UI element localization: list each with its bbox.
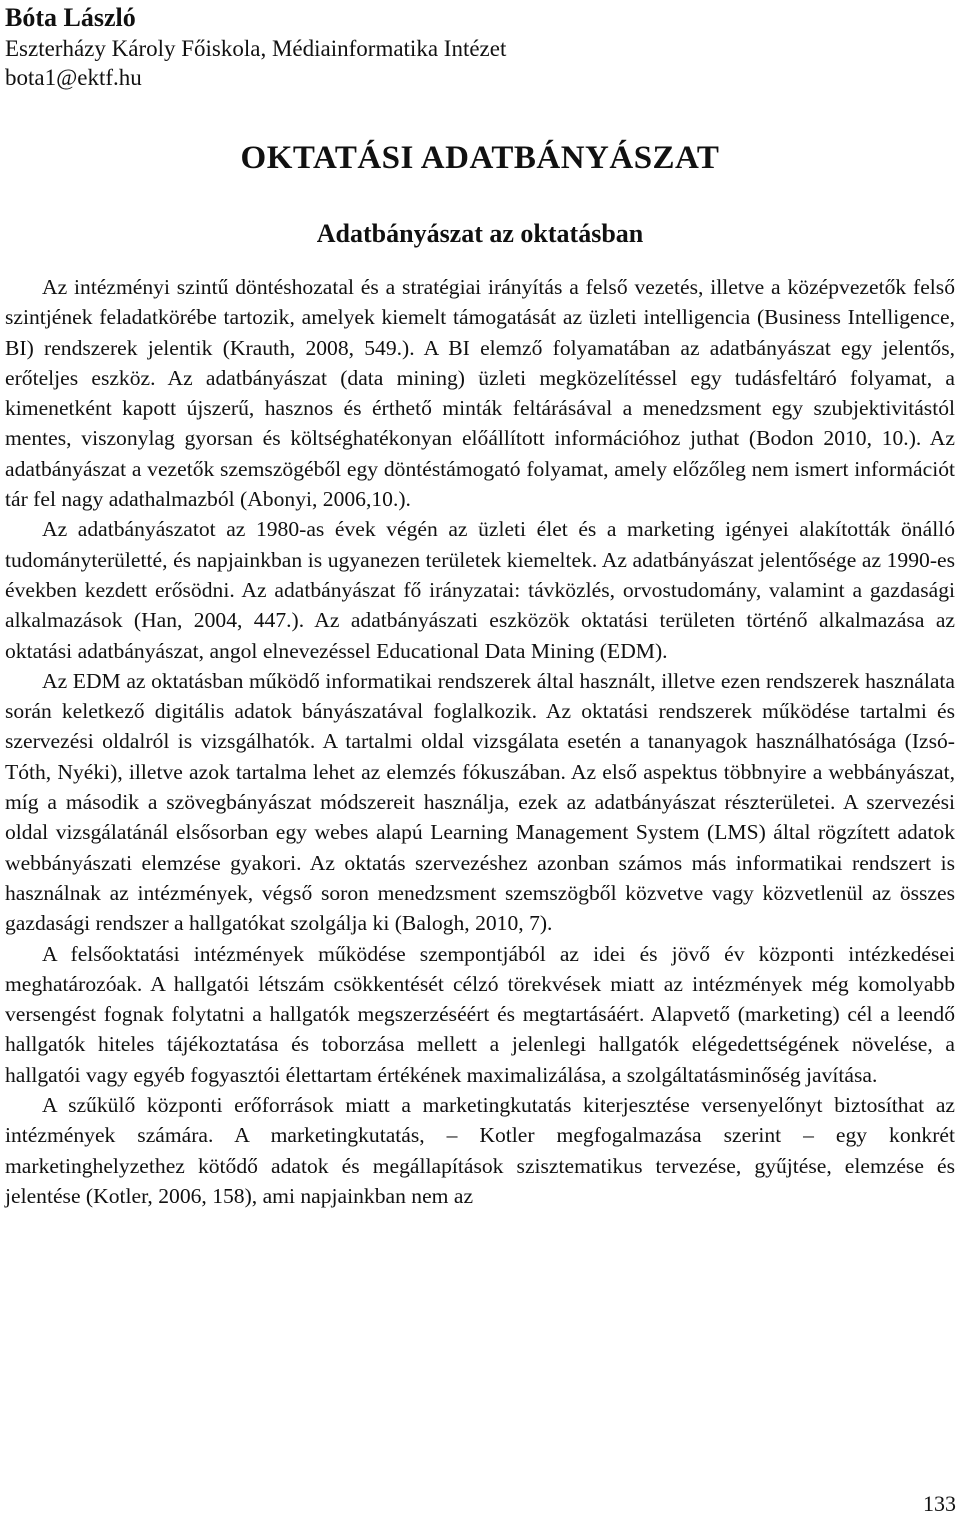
article-title: OKTATÁSI ADATBÁNYÁSZAT	[240, 140, 720, 176]
paragraph-2: Az adatbányászatot az 1980-as évek végén az üzleti élet és a marketing igényei alakították önálló tudományterületté, és napjainkban is ugyanezen területek kiemeltek. Az adatbányászat jelentősége az 1990-es években kezdett erősödni. Az adatbányászat fő irányzatai: távközlés, orvostudomány, valamint a gazdasági alkalmazások (Han, 2004, 447.). Az adatbányászati eszközök oktatási területen történő alkalmazása az oktatási adatbányászat, angol elnevezéssel Educational Data Mining (EDM).	[5, 517, 955, 663]
paragraph-5: A szűkülő központi erőforrások miatt a marketingkutatás kiterjesztése versenyelőnyt biztosíthat az intézmények számára. A marketingkutatás, – Kotler megfogalmazása szerint – egy konkrét marketinghelyzethez kötődő adatok és megállapítások szisztematikus tervezése, gyűjtése, elemzése és jelentése (Kotler, 2006, 158), ami napjainkban nem az	[5, 1093, 955, 1208]
author-email: bota1@ektf.hu	[5, 65, 142, 90]
section-title: Adatbányászat az oktatásban	[316, 219, 644, 248]
page-number: 133	[923, 1491, 956, 1516]
paragraph-1: Az intézményi szintű döntéshozatal és a stratégiai irányítás a felső vezetés, illetve a középvezetők felső szintjének feladatkörébe tartozik, amelyek kiemelt támogatását az üzleti intelligencia (Business Intelligence, BI) rendszerek jelentik (Krauth, 2008, 549.). A BI elemző folyamatában az adatbányászat egy jelentős, erőteljes eszköz. Az adatbányászat (data mining) üzleti megközelítéssel egy tudásfeltáró folyamat, a kimenetként kapott újszerű, hasznos és érthető minták feltárásával a menedzsment egy szubjektivitástól mentes, viszonylag gyorsan és költséghatékonyan előállított információhoz juthat (Bodon 2010, 10.). Az adatbányászat a vezetők szemszögéből egy döntéstámogató folyamat, amely előzőleg nem ismert információt tár fel nagy adathalmazból (Abonyi, 2006,10.).	[5, 275, 955, 512]
author-affiliation: Eszterházy Károly Főiskola, Médiainformatika Intézet	[5, 36, 507, 61]
paragraph-4: A felsőoktatási intézmények működése szempontjából az idei és jövő év központi intézkedései meghatározóak. A hallgatói létszám csökkentését célzó törekvések miatt az intézmények még komolyabb versengést fognak folytatni a hallgatók megszerzéséért és megtartásáért. Alapvető (marketing) cél a leendő hallgatók hiteles tájékoztatása és toborzása mellett a jelenlegi hallgatók elégedettségének növelése, a hallgatói vagy egyéb fogyasztói élettartam értékének maximalizálása, a szolgáltatásminőség javítása.	[5, 941, 955, 1087]
paragraph-3: Az EDM az oktatásban működő informatikai rendszerek által használt, illetve ezen rendszerek használata során keletkező digitális adatok bányászatával foglalkozik. Az oktatási rendszerek működése tartalmi és szervezési oldalról is vizsgálhatók. A tartalmi oldal vizsgálata esetén a tananyagok használhatósága (Izsó-Tóth, Nyéki), illetve azok tartalma lehet az elemzés fókuszában. Az első aspektus többnyire a webbányászat, míg a második a szövegbányászat módszereit használja, ezek az adatbányászat részterületei. A szervezési oldal vizsgálatánál elsősorban egy webes alapú Learning Management System (LMS) által rögzített adatok webbányászati elemzése gyakori. Az oktatás szervezéshez azonban számos más informatikai rendszert is használnak az intézmények, végső soron menedzsment szemszögből közvetve vagy közvetlenül az összes gazdasági rendszer a hallgatókat szolgálja ki (Balogh, 2010, 7).	[5, 668, 955, 936]
article-body	[5, 272, 955, 1211]
document-page	[5, 0, 955, 1211]
author-name: Bóta László	[5, 3, 136, 32]
author-block	[5, 0, 955, 92]
